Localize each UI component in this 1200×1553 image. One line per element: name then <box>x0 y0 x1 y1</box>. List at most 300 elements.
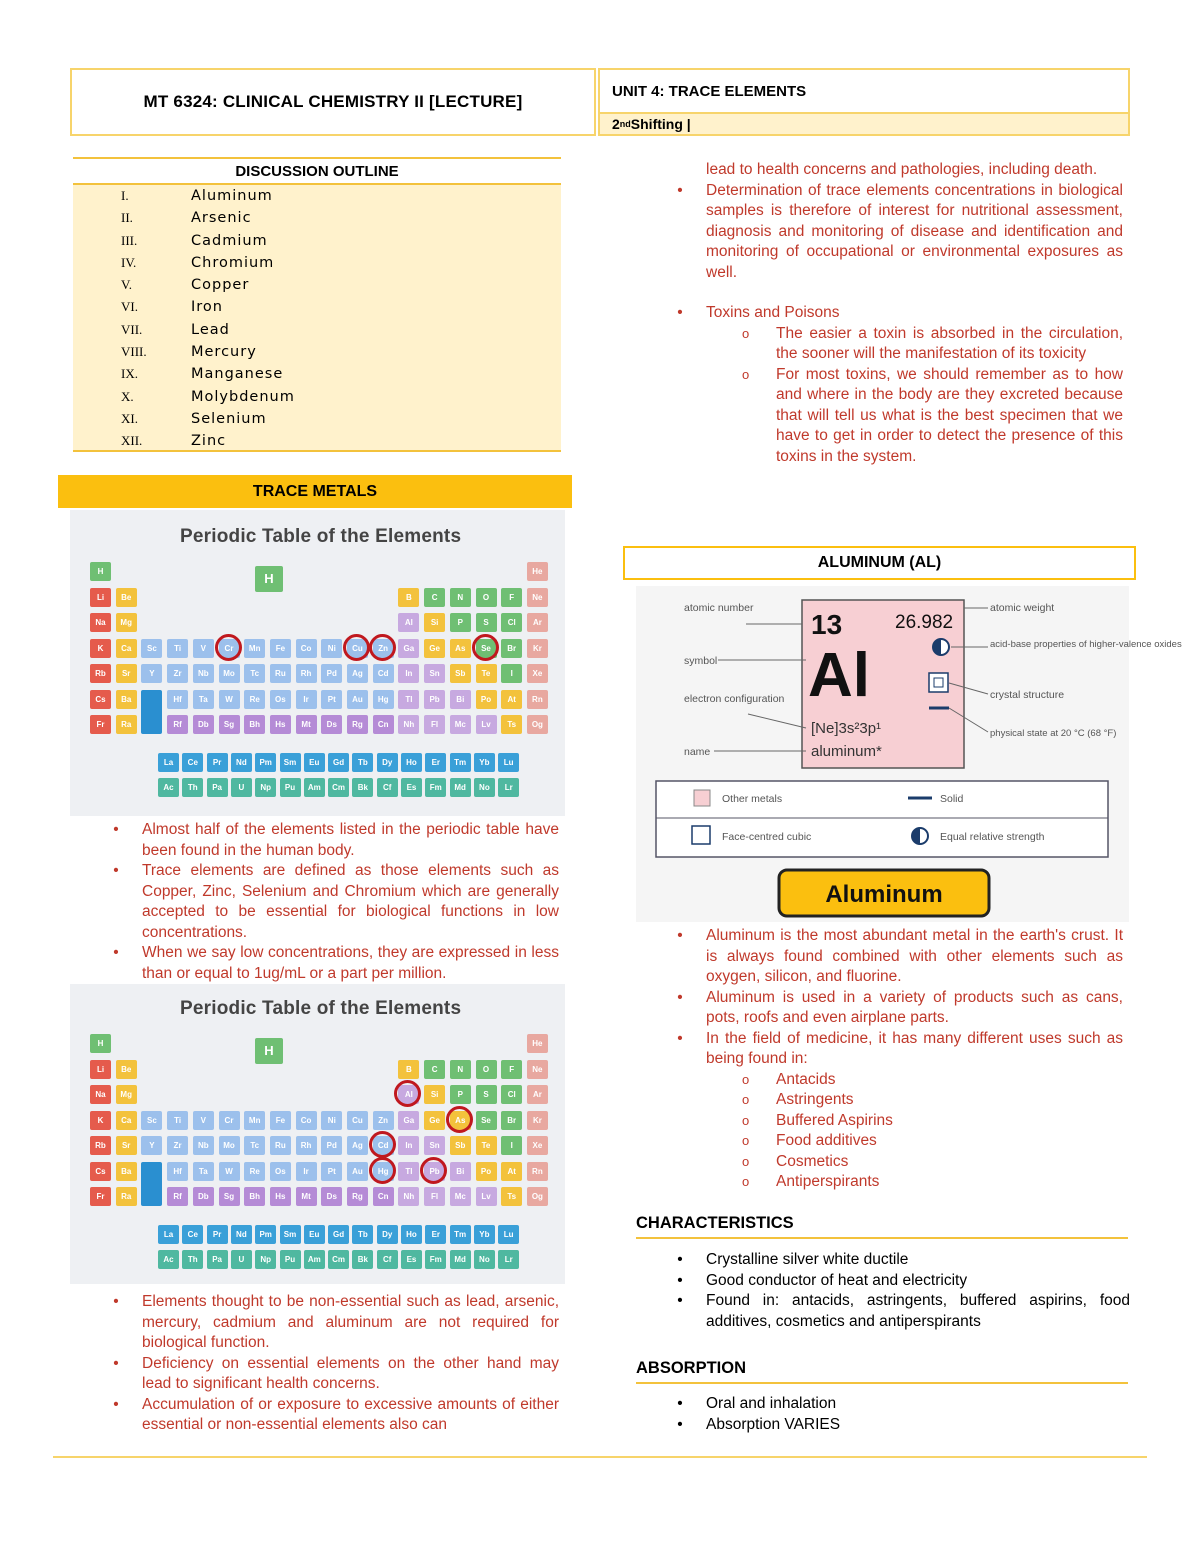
outline-item-number: IX. <box>121 366 138 382</box>
absorption-list <box>670 1394 1130 1435</box>
lanthanide-placeholder <box>141 690 162 734</box>
aluminum-bullet-2: • Aluminum is used in a variety of products such as cans, pots, roofs and even airplane parts. <box>670 988 1123 1029</box>
element-cell: Sg <box>219 715 240 734</box>
element-cell: V <box>193 1111 214 1130</box>
element-cell: Pa <box>207 778 228 797</box>
legend-equal: Equal relative strength <box>940 831 1045 843</box>
element-cell: Os <box>270 1162 291 1181</box>
outline-item-number: IV. <box>121 254 137 270</box>
element-cell: Mt <box>296 1187 317 1206</box>
element-cell: Al <box>398 1085 419 1104</box>
element-cell: Sm <box>280 1225 301 1244</box>
trace-bullet: • Almost half of the elements listed in the periodic table have been found in the human body. <box>106 820 559 861</box>
element-cell: Nd <box>231 1225 252 1244</box>
element-cell: Hs <box>270 1187 291 1206</box>
element-cell: Ti <box>167 639 188 658</box>
element-cell: Cn <box>373 715 394 734</box>
outline-item-label: Mercury <box>191 344 257 361</box>
element-cell: Kr <box>527 639 548 658</box>
element-cell: S <box>476 1085 497 1104</box>
outline-item-number: II. <box>121 210 133 226</box>
aluminum-use-item: o Buffered Aspirins <box>670 1111 1123 1132</box>
element-cell: Se <box>476 639 497 658</box>
element-cell: Pb <box>424 1162 445 1181</box>
element-cell: Ni <box>321 1111 342 1130</box>
element-cell: Np <box>255 778 276 797</box>
element-cell: Zr <box>167 1136 188 1155</box>
element-cell: H <box>90 1034 111 1053</box>
element-cell: Cd <box>373 664 394 683</box>
element-cell: Ir <box>296 690 317 709</box>
element-cell: Ga <box>398 1111 419 1130</box>
element-cell: Fl <box>424 1187 445 1206</box>
outline-item-number: X. <box>121 388 134 404</box>
element-cell: Am <box>304 1250 325 1269</box>
element-cell: Gd <box>328 1225 349 1244</box>
aluminum-use-item: o Astringents <box>670 1090 1123 1111</box>
element-cell: Mo <box>219 664 240 683</box>
element-cell: Ho <box>401 1225 422 1244</box>
element-cell: Si <box>424 1085 445 1104</box>
element-cell: Ac <box>158 778 179 797</box>
element-cell: Si <box>424 613 445 632</box>
atomic-number-value: 13 <box>811 609 843 640</box>
element-cell: Cs <box>90 690 111 709</box>
highlight-circle <box>472 634 499 661</box>
label-atomic: atomic number <box>684 602 754 614</box>
outline-item-label: Aluminum <box>191 188 273 204</box>
element-cell: Er <box>425 753 446 772</box>
element-cell: Se <box>476 1111 497 1130</box>
characteristics-heading: CHARACTERISTICS <box>636 1214 1128 1239</box>
element-cell: Fm <box>425 778 446 797</box>
element-symbol: Al <box>808 641 870 710</box>
aluminum-use-item: o Food additives <box>670 1131 1123 1152</box>
element-cell: Cs <box>90 1162 111 1181</box>
element-cell: Rb <box>90 1136 111 1155</box>
element-cell: Hg <box>373 1162 394 1181</box>
element-cell: Zn <box>373 1111 394 1130</box>
element-name: aluminum* <box>811 743 882 760</box>
continuation-text: lead to health concerns and pathologies, including death. <box>706 161 1098 178</box>
element-cell: Re <box>244 1162 265 1181</box>
element-cell: Mo <box>219 1136 240 1155</box>
element-cell: Db <box>193 715 214 734</box>
label-state: physical state at 20 °C (68 °F) <box>990 728 1117 739</box>
element-cell: In <box>398 664 419 683</box>
element-cell: Sb <box>450 664 471 683</box>
element-cell: Ru <box>270 664 291 683</box>
outline-item-label: Copper <box>191 277 250 294</box>
element-cell: Lr <box>498 778 519 797</box>
element-cell: Fr <box>90 715 111 734</box>
outline-item-label: Zinc <box>191 433 227 450</box>
toxins-sub-1: o The easier a toxin is absorbed in the circulation, the sooner will the manifestation of its toxicity <box>670 324 1123 365</box>
aluminum-name-banner: Aluminum <box>825 881 943 908</box>
element-cell: Yb <box>474 1225 495 1244</box>
element-cell: Ba <box>116 690 137 709</box>
element-cell: B <box>398 1060 419 1079</box>
outline-item <box>73 230 561 252</box>
element-cell: Cm <box>328 1250 349 1269</box>
outline-item <box>73 386 561 408</box>
element-cell: Ge <box>424 1111 445 1130</box>
element-cell: Mt <box>296 715 317 734</box>
element-cell: Mn <box>244 1111 265 1130</box>
element-cell: I <box>501 664 522 683</box>
trace-bullet: • Deficiency on essential elements on the other hand may lead to significant health concerns. <box>106 1354 559 1395</box>
element-cell: Li <box>90 1060 111 1079</box>
element-cell: Os <box>270 690 291 709</box>
element-cell: Nb <box>193 664 214 683</box>
element-cell: Te <box>476 1136 497 1155</box>
label-crystal: crystal structure <box>990 689 1065 701</box>
outline-item <box>73 363 561 385</box>
element-cell: N <box>450 588 471 607</box>
absorption-heading: ABSORPTION <box>636 1359 1128 1384</box>
element-cell: Sr <box>116 664 137 683</box>
outline-item-number: XII. <box>121 433 143 449</box>
outline-item-number: I. <box>121 188 129 203</box>
legend-solid: Solid <box>940 793 964 805</box>
element-cell: Gd <box>328 753 349 772</box>
element-cell: Bk <box>352 1250 373 1269</box>
element-cell: Rn <box>527 1162 548 1181</box>
outline-item-label: Lead <box>191 321 230 338</box>
outline-item-label: Molybdenum <box>191 388 295 405</box>
element-cell: Ne <box>527 588 548 607</box>
element-cell: Rg <box>347 715 368 734</box>
element-cell: Lu <box>498 753 519 772</box>
element-cell: Rf <box>167 715 188 734</box>
element-cell: Ds <box>321 715 342 734</box>
outline-title: DISCUSSION OUTLINE <box>73 159 561 185</box>
element-cell: U <box>231 1250 252 1269</box>
element-cell: Yb <box>474 753 495 772</box>
trace-bullet: • Elements thought to be non-essential such as lead, arsenic, mercury, cadmium and aluminum are not required for biological function. <box>106 1292 559 1354</box>
outline-item <box>73 430 561 452</box>
highlight-circle <box>446 1106 473 1133</box>
element-cell: Og <box>527 715 548 734</box>
element-cell: Tc <box>244 664 265 683</box>
element-cell: W <box>219 1162 240 1181</box>
element-cell: O <box>476 1060 497 1079</box>
element-cell: As <box>450 639 471 658</box>
element-cell: Pt <box>321 690 342 709</box>
element-cell: He <box>527 1034 548 1053</box>
element-cell: Au <box>347 690 368 709</box>
trace-bullets-1 <box>106 820 559 984</box>
element-cell: Ca <box>116 639 137 658</box>
element-cell: Pa <box>207 1250 228 1269</box>
highlight-circle <box>420 1157 447 1184</box>
element-cell: Tl <box>398 690 419 709</box>
course-title: MT 6324: CLINICAL CHEMISTRY II [LECTURE] <box>70 68 596 136</box>
aluminum-heading: ALUMINUM (AL) <box>623 546 1136 580</box>
element-cell: Ba <box>116 1162 137 1181</box>
element-cell: Ce <box>182 1225 203 1244</box>
element-cell: Hg <box>373 690 394 709</box>
element-cell: Sc <box>141 1111 162 1130</box>
element-cell: Ag <box>347 1136 368 1155</box>
element-cell: I <box>501 1136 522 1155</box>
element-cell: Nh <box>398 1187 419 1206</box>
shifting-label: 2 nd Shifting | <box>598 114 1130 136</box>
trace-bullets-2 <box>106 1292 559 1436</box>
characteristic-item: • Crystalline silver white ductile <box>670 1250 1130 1271</box>
trace-bullet: • Accumulation of or exposure to excessive amounts of either essential or non-essential elements also can <box>106 1395 559 1436</box>
element-cell: In <box>398 1136 419 1155</box>
absorption-item: • Absorption VARIES <box>670 1415 1130 1436</box>
element-cell: Nd <box>231 753 252 772</box>
outline-item-label: Manganese <box>191 366 284 383</box>
element-cell: Ag <box>347 664 368 683</box>
element-cell: O <box>476 588 497 607</box>
highlight-circle <box>369 1131 396 1158</box>
element-cell: Fe <box>270 639 291 658</box>
element-cell: Zr <box>167 664 188 683</box>
element-cell: W <box>219 690 240 709</box>
bullet-toxins: • Toxins and Poisons <box>670 303 1123 324</box>
element-cell: Md <box>450 778 471 797</box>
element-cell: Mc <box>450 1187 471 1206</box>
element-cell: Cl <box>501 1085 522 1104</box>
element-cell: Th <box>182 1250 203 1269</box>
element-cell: Tb <box>352 753 373 772</box>
element-cell: Ar <box>527 613 548 632</box>
element-cell: Be <box>116 588 137 607</box>
cube-icon <box>929 673 948 692</box>
element-cell: K <box>90 1111 111 1130</box>
element-cell: Lr <box>498 1250 519 1269</box>
element-cell: At <box>501 1162 522 1181</box>
element-cell: Rh <box>296 1136 317 1155</box>
element-cell: Cu <box>347 1111 368 1130</box>
legend-fcc: Face-centred cubic <box>722 831 812 843</box>
trace-bullet: • Trace elements are defined as those elements such as Copper, Zinc, Selenium and Chromium which are generally accepted to be essential for biological functions in low concentrations. <box>106 861 559 943</box>
element-cell: Tb <box>352 1225 373 1244</box>
label-config: electron configuration <box>684 693 785 705</box>
label-symbol: symbol <box>684 655 718 667</box>
periodic-table-figure-1 <box>70 510 565 816</box>
element-cell: Sn <box>424 1136 445 1155</box>
element-cell: Te <box>476 664 497 683</box>
legend-other: Other metals <box>722 793 783 805</box>
element-cell: Ac <box>158 1250 179 1269</box>
element-cell: La <box>158 753 179 772</box>
element-cell: Br <box>501 1111 522 1130</box>
bullet-determination: • Determination of trace elements concentrations in biological samples is therefore of interest for nutritional assessment, diagnosis and monitoring of disease and identification and monitoring of occupational or environmental exposures as well. <box>670 181 1123 284</box>
element-cell: As <box>450 1111 471 1130</box>
element-cell: Sr <box>116 1136 137 1155</box>
element-cell: Db <box>193 1187 214 1206</box>
element-cell: Zn <box>373 639 394 658</box>
element-cell: At <box>501 690 522 709</box>
element-cell: Eu <box>304 1225 325 1244</box>
element-cell: Ga <box>398 639 419 658</box>
outline-item <box>73 207 561 229</box>
element-cell: Bi <box>450 1162 471 1181</box>
element-cell: Tc <box>244 1136 265 1155</box>
aluminum-bullets <box>670 926 1123 1193</box>
element-cell: Po <box>476 1162 497 1181</box>
element-cell: Ds <box>321 1187 342 1206</box>
element-cell: Rb <box>90 664 111 683</box>
element-cell: Br <box>501 639 522 658</box>
element-cell: Pr <box>207 753 228 772</box>
element-cell: Bi <box>450 690 471 709</box>
element-cell: Xe <box>527 1136 548 1155</box>
element-cell: Er <box>425 1225 446 1244</box>
element-cell: Eu <box>304 753 325 772</box>
element-cell: Es <box>401 1250 422 1269</box>
element-cell: Bh <box>244 1187 265 1206</box>
element-cell: Md <box>450 1250 471 1269</box>
element-cell: Co <box>296 1111 317 1130</box>
element-cell: Ni <box>321 639 342 658</box>
element-cell: Fr <box>90 1187 111 1206</box>
element-cell: Sm <box>280 753 301 772</box>
aluminum-element-figure <box>636 586 1182 922</box>
outline-item-number: III. <box>121 232 138 248</box>
outline-item-label: Selenium <box>191 410 267 427</box>
element-cell: Ts <box>501 715 522 734</box>
aluminum-bullet-1: • Aluminum is the most abundant metal in the earth's crust. It is always found combined with other elements such as oxygen, silicon, and fluorine. <box>670 926 1123 988</box>
toxins-sub-2: o For most toxins, we should remember as to how and where in the body are they excreted because that will tell us what is the best specimen that we have to get in order to detect the presence of this toxins in the system. <box>670 365 1123 468</box>
highlight-circle <box>343 634 370 661</box>
element-cell: Cf <box>377 1250 398 1269</box>
outline-item <box>73 341 561 363</box>
element-cell: Bh <box>244 715 265 734</box>
header-right <box>598 68 1130 136</box>
element-cell: Ge <box>424 639 445 658</box>
trace-metals-banner: TRACE METALS <box>58 475 572 508</box>
element-cell: K <box>90 639 111 658</box>
element-cell: Hf <box>167 1162 188 1181</box>
element-cell: Og <box>527 1187 548 1206</box>
element-cell: Pb <box>424 690 445 709</box>
element-cell: Po <box>476 690 497 709</box>
element-cell: Tl <box>398 1162 419 1181</box>
element-cell: Cr <box>219 1111 240 1130</box>
footer-divider <box>53 1456 1147 1458</box>
outline-item-number: V. <box>121 277 132 293</box>
element-cell: N <box>450 1060 471 1079</box>
aluminum-use-item: o Antiperspirants <box>670 1172 1123 1193</box>
element-cell: Sc <box>141 639 162 658</box>
element-cell: Cd <box>373 1136 394 1155</box>
outline-item <box>73 408 561 430</box>
element-cell: Pu <box>280 1250 301 1269</box>
element-cell: Ar <box>527 1085 548 1104</box>
element-cell: Fm <box>425 1250 446 1269</box>
half-circle-icon <box>933 639 949 655</box>
element-cell: Mc <box>450 715 471 734</box>
element-cell: Cu <box>347 639 368 658</box>
outline-item <box>73 319 561 341</box>
element-cell: Pm <box>255 753 276 772</box>
element-cell: Xe <box>527 664 548 683</box>
element-cell: Pd <box>321 664 342 683</box>
element-cell: Lv <box>476 715 497 734</box>
element-cell: V <box>193 639 214 658</box>
element-cell: Dy <box>377 753 398 772</box>
element-cell: Pu <box>280 778 301 797</box>
outline-item-number: VII. <box>121 321 143 337</box>
highlight-circle <box>369 1157 396 1184</box>
element-cell: Cr <box>219 639 240 658</box>
highlight-circle <box>215 634 242 661</box>
element-cell: Am <box>304 778 325 797</box>
outline-item-number: VIII. <box>121 344 147 360</box>
element-cell: Bk <box>352 778 373 797</box>
element-cell: F <box>501 1060 522 1079</box>
element-cell: S <box>476 613 497 632</box>
absorption-item: • Oral and inhalation <box>670 1394 1130 1415</box>
element-cell: Y <box>141 1136 162 1155</box>
outline-item <box>73 274 561 296</box>
element-cell: Rn <box>527 690 548 709</box>
element-cell: No <box>474 1250 495 1269</box>
element-cell: Pt <box>321 1162 342 1181</box>
electron-config: [Ne]3s²3p¹ <box>811 720 882 737</box>
element-cell: Th <box>182 778 203 797</box>
element-cell: Cl <box>501 613 522 632</box>
trace-bullet: • When we say low concentrations, they are expressed in less than or equal to 1ug/mL or a part per million. <box>106 943 559 984</box>
atomic-weight-value: 26.982 <box>895 612 954 633</box>
periodic-table-figure-2 <box>70 984 565 1284</box>
label-acid: acid-base properties of higher-valence oxides <box>990 639 1182 650</box>
element-cell: P <box>450 613 471 632</box>
aluminum-tile-diagram <box>636 586 1182 922</box>
aluminum-uses-list <box>670 1070 1123 1193</box>
right-column-text <box>670 160 1123 467</box>
element-cell: Nb <box>193 1136 214 1155</box>
element-cell: Ta <box>193 1162 214 1181</box>
element-cell: Mg <box>116 613 137 632</box>
outline-item <box>73 185 561 207</box>
outline-item-label: Arsenic <box>191 210 252 227</box>
aluminum-use-item: o Antacids <box>670 1070 1123 1091</box>
element-cell: Mn <box>244 639 265 658</box>
discussion-outline <box>73 157 561 452</box>
element-cell: Au <box>347 1162 368 1181</box>
outline-list <box>73 185 561 453</box>
element-cell: Fe <box>270 1111 291 1130</box>
element-cell: Ne <box>527 1060 548 1079</box>
aluminum-bullet-3: • In the field of medicine, it has many different uses such as being found in: <box>670 1029 1123 1070</box>
element-cell: Rf <box>167 1187 188 1206</box>
characteristics-list <box>670 1250 1130 1332</box>
element-cell: Ta <box>193 690 214 709</box>
element-cell: Dy <box>377 1225 398 1244</box>
lanthanide-placeholder <box>141 1162 162 1206</box>
element-cell: Li <box>90 588 111 607</box>
element-cell: Fl <box>424 715 445 734</box>
element-cell: Pd <box>321 1136 342 1155</box>
element-cell: H <box>90 562 111 581</box>
element-cell: Ir <box>296 1162 317 1181</box>
element-cell: Sg <box>219 1187 240 1206</box>
element-cell: Cf <box>377 778 398 797</box>
element-cell: Lv <box>476 1187 497 1206</box>
element-cell: Lu <box>498 1225 519 1244</box>
element-cell: Na <box>90 1085 111 1104</box>
outline-item-number: VI. <box>121 299 138 315</box>
element-cell: Kr <box>527 1111 548 1130</box>
element-cell: Hs <box>270 715 291 734</box>
element-cell: Rg <box>347 1187 368 1206</box>
